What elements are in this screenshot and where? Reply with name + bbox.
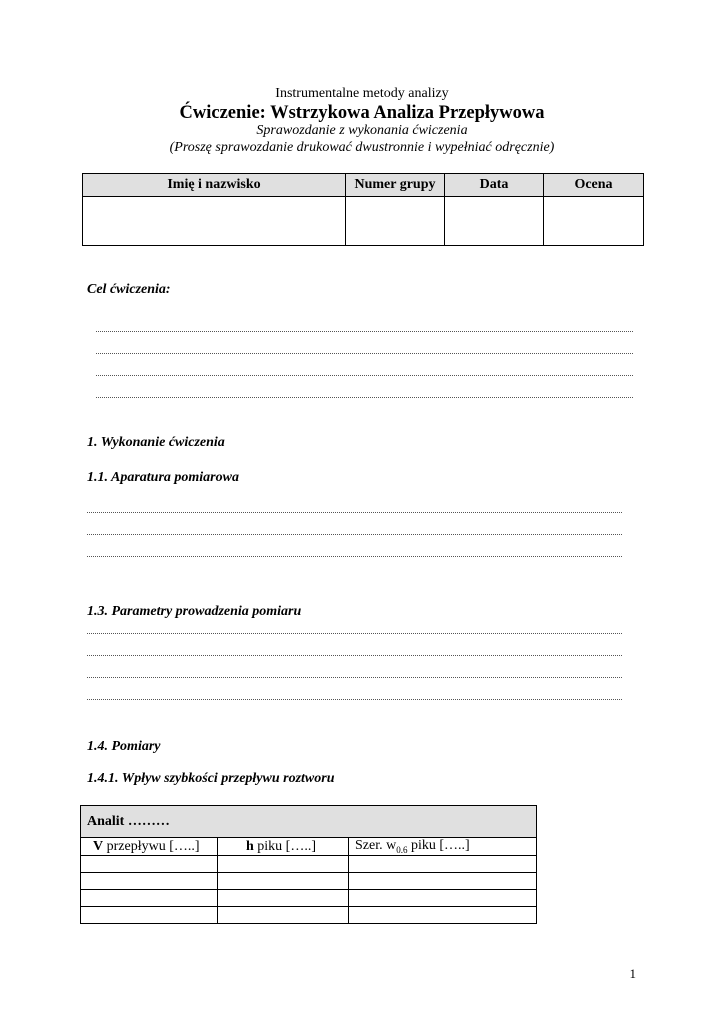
table-cell[interactable] bbox=[81, 890, 218, 907]
answer-line[interactable] bbox=[96, 375, 633, 376]
header-name: Imię i nazwisko bbox=[83, 174, 346, 197]
analit-cell[interactable]: Analit ……… bbox=[81, 806, 537, 838]
header-grade: Ocena bbox=[544, 174, 644, 197]
measurement-table bbox=[80, 805, 537, 924]
heading-section-1-4: 1.4. Pomiary bbox=[87, 739, 161, 754]
col-peak-height bbox=[218, 838, 349, 856]
answer-line[interactable] bbox=[96, 331, 633, 332]
answer-line[interactable] bbox=[87, 534, 622, 535]
heading-section-1-4-1: 1.4.1. Wpływ szybkości przepływu roztworu bbox=[87, 771, 335, 786]
answer-line[interactable] bbox=[87, 556, 622, 557]
table-cell[interactable] bbox=[81, 873, 218, 890]
heading-section-1-1: 1.1. Aparatura pomiarowa bbox=[87, 470, 239, 485]
answer-line[interactable] bbox=[96, 397, 633, 398]
table-cell[interactable] bbox=[218, 890, 349, 907]
table-cell[interactable] bbox=[349, 856, 537, 873]
col-peak-width-prefix: Szer. w bbox=[355, 838, 397, 854]
course-name: Instrumentalne metody analizy bbox=[275, 86, 449, 101]
table-cell[interactable] bbox=[218, 907, 349, 924]
col-flow-rate bbox=[81, 838, 218, 856]
table-cell[interactable] bbox=[81, 856, 218, 873]
student-info-table bbox=[82, 173, 644, 246]
name-cell[interactable] bbox=[83, 197, 346, 246]
answer-line[interactable] bbox=[87, 633, 622, 634]
col-peak-height-symbol: h bbox=[246, 838, 254, 854]
group-cell[interactable] bbox=[346, 197, 445, 246]
printing-note: (Proszę sprawozdanie drukować dwustronnie i wypełniać odręcznie) bbox=[169, 140, 555, 155]
document-subtitle: Sprawozdanie z wykonania ćwiczenia bbox=[256, 123, 468, 138]
table-cell[interactable] bbox=[349, 907, 537, 924]
answer-line[interactable] bbox=[87, 677, 622, 678]
answer-line[interactable] bbox=[96, 353, 633, 354]
heading-cel: Cel ćwiczenia: bbox=[87, 282, 171, 297]
grade-cell[interactable] bbox=[544, 197, 644, 246]
table-cell[interactable] bbox=[81, 907, 218, 924]
table-cell[interactable] bbox=[349, 890, 537, 907]
header-group: Numer grupy bbox=[346, 174, 445, 197]
col-peak-width-sub: 0.6 bbox=[396, 844, 408, 855]
table-cell[interactable] bbox=[218, 856, 349, 873]
answer-line[interactable] bbox=[87, 512, 622, 513]
answer-line[interactable] bbox=[87, 655, 622, 656]
col-peak-width bbox=[349, 838, 537, 856]
date-cell[interactable] bbox=[445, 197, 544, 246]
heading-section-1: 1. Wykonanie ćwiczenia bbox=[87, 435, 225, 450]
heading-section-1-3: 1.3. Parametry prowadzenia pomiaru bbox=[87, 604, 302, 619]
col-peak-height-label: piku […..] bbox=[253, 838, 317, 854]
table-cell[interactable] bbox=[349, 873, 537, 890]
table-cell[interactable] bbox=[218, 873, 349, 890]
col-flow-rate-label: przepływu […..] bbox=[103, 838, 200, 854]
header-date: Data bbox=[445, 174, 544, 197]
page-number: 1 bbox=[629, 966, 636, 981]
answer-line[interactable] bbox=[87, 699, 622, 700]
col-peak-width-suffix: piku […..] bbox=[407, 838, 470, 854]
document-title: Ćwiczenie: Wstrzykowa Analiza Przepływowa bbox=[179, 103, 545, 123]
col-flow-rate-symbol: V bbox=[93, 838, 104, 854]
